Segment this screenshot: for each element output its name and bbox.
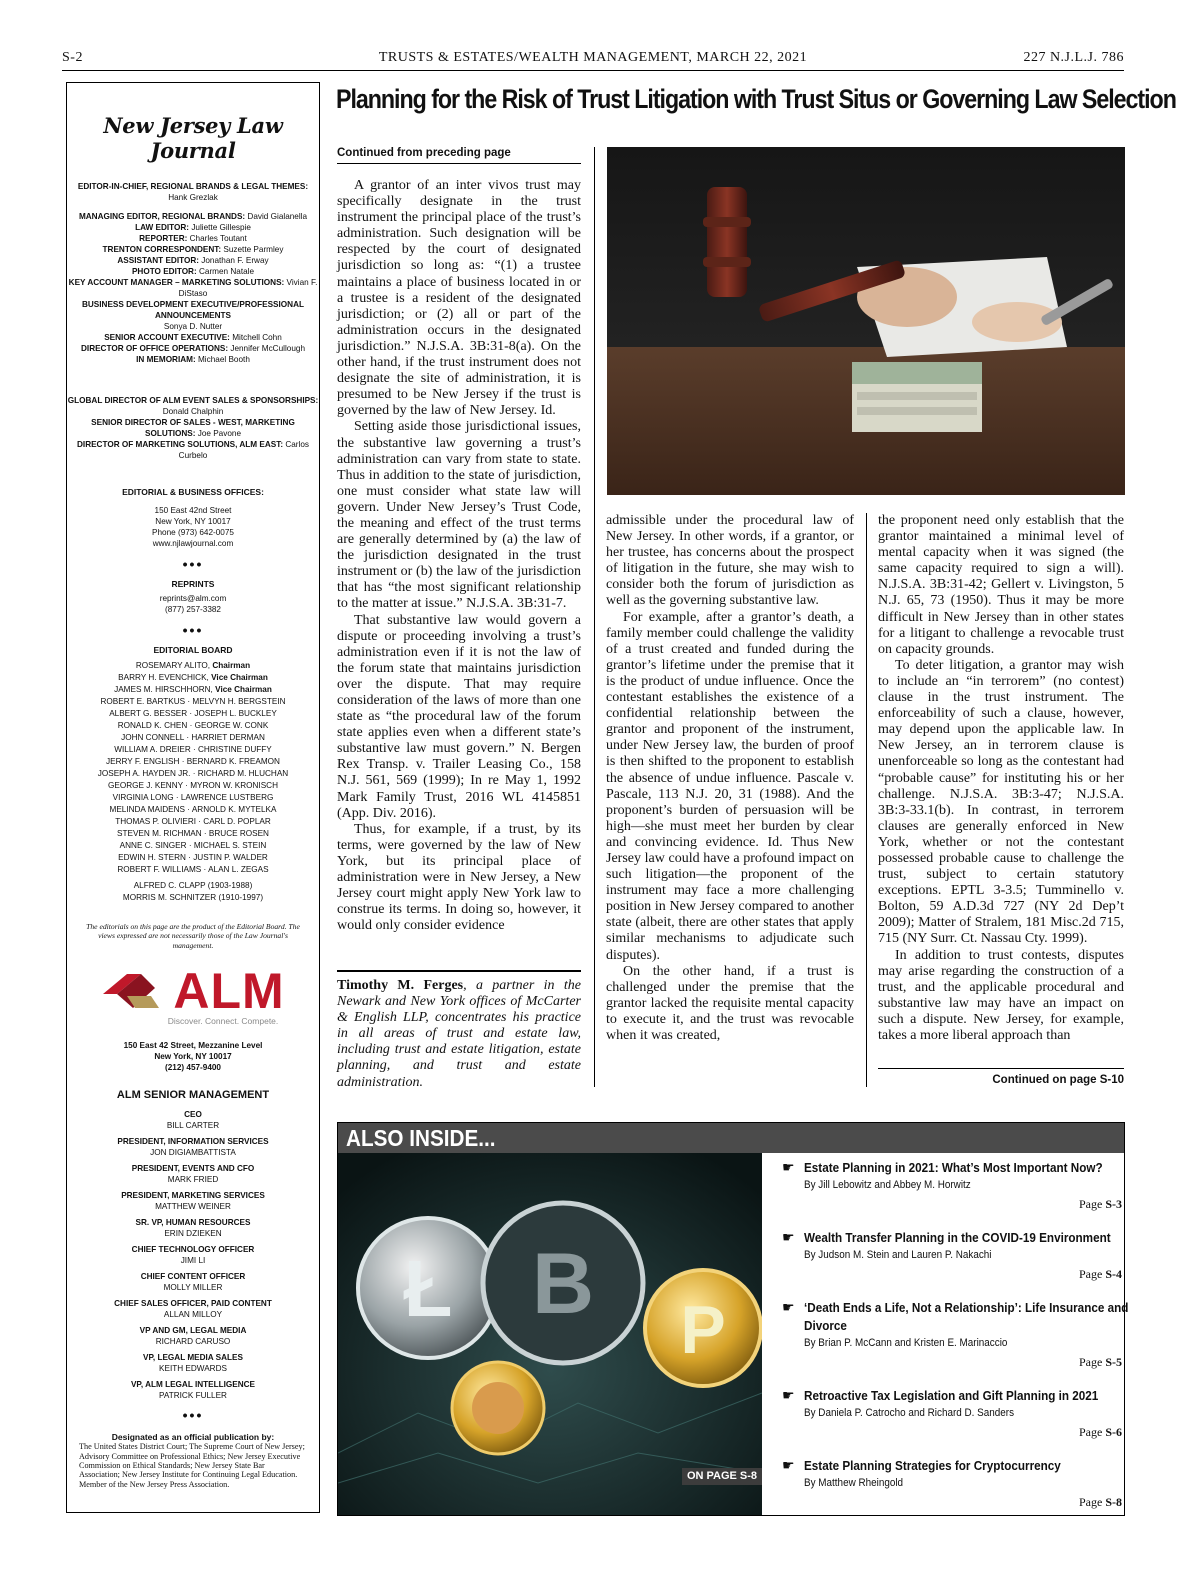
board-member-line: JOHN CONNELL · HARRIET DERMAN [121,733,265,742]
mgmt-name: ALLAN MILLOY [163,1310,223,1320]
staff-role: GLOBAL DIRECTOR OF ALM EVENT SALES & SPONSORSHIPS: [67,396,319,405]
designated-heading: Designated as an official publication by: [111,1432,275,1443]
pointing-hand-icon: ☛ [782,1161,795,1176]
staff-name: Hank Grezlak [168,193,218,202]
editorial-note: The editorials on this page are the product of the Editorial Board. The views expressed are not necessarily those of the Law Journal's management. [86,922,300,950]
column-rule [866,513,867,1087]
sales-staff-list [67,395,319,461]
mgmt-name: RICHARD CARUSO [155,1337,231,1347]
board-member-line: ROBERT F. WILLIAMS · ALAN L. ZEGAS [117,865,269,874]
page-header [62,50,1124,68]
staff-name: Sonya D. Nutter [163,322,223,331]
item-authors: By Judson M. Stein and Lauren P. Nakachi [804,1249,992,1261]
masthead [66,82,320,1513]
board-member-line: EDWIN H. STERN · JUSTIN P. WALDER [118,853,268,862]
mgmt-name: BILL CARTER [166,1121,220,1131]
alm-address-line: 150 East 42 Street, Mezzanine Level [123,1041,263,1051]
item-page: Page S-3 [1079,1197,1122,1211]
staff-line [67,299,319,321]
board-member-line: WILLIAM A. DREIER · CHRISTINE DUFFY [114,745,272,754]
staff-role: ASSISTANT EDITOR: [117,256,202,265]
also-inside-item[interactable] [782,1159,1122,1212]
board-member-line: GEORGE J. KENNY · MYRON W. KRONISCH [108,781,278,790]
board-member-line: ANNE C. SINGER · MICHAEL S. STEIN [119,841,267,850]
column-rule [594,147,595,1087]
also-inside-box [337,1122,1129,1516]
staff-line [67,321,319,332]
board-member-line: VIRGINIA LONG · LAWRENCE LUSTBERG [112,793,274,802]
alm-logo [67,963,319,1020]
staff-role: MANAGING EDITOR, REGIONAL BRANDS: [78,212,248,221]
author-name: Timothy M. Ferges [337,978,464,993]
mgmt-role: VP, ALM LEGAL INTELLIGENCE [130,1380,256,1390]
staff-role: DIRECTOR OF OFFICE OPERATIONS: [81,344,231,353]
paragraph: Setting aside those jurisdictional issues, the substantive law governing a trust’s administration can vary from state to state. Thus in addition to the state of jurisdiction, one must consider what state law will govern. Under New Jersey’s Trust Code, the meaning and effect of the trust terms are generally determined by (a) the law of the jurisdiction designated in the trust instrument or (b) the law of the jurisdiction that has “the most significant relationship to the matter at issue.” N.J.S.A. 3B:31-7. [337,419,581,612]
staff-role: LAW EDITOR: [135,223,192,232]
staff-line [67,277,319,299]
alm-logo-mark-icon [101,972,173,1010]
continued-from: Continued from preceding page [337,147,581,164]
reprints-line: (877) 257-3382 [165,605,221,614]
mgmt-name: JON DIGIAMBATTISTA [150,1148,236,1158]
paragraph: Thus, for example, if a trust, by its terms, were governed by the law of New York, but its principal place of administration were in New Jersey, a New Jersey court might apply New York law to construe its terms. In doing so, however, it would only consider evidence [337,821,581,934]
alm-address-line: New York, NY 10017 [154,1052,232,1062]
mgmt-name: MATTHEW WEINER [155,1202,231,1212]
board-member-line: ROBERT E. BARTKUS · MELVYN H. BERGSTEIN [100,697,286,706]
svg-text:P: P [680,1292,726,1368]
separator-dots: ••• [182,556,204,572]
staff-name: Vivian F. DiStaso [178,278,318,298]
staff-name: Charles Toutant [189,234,247,243]
staff-name: Jennifer McCullough [230,344,305,353]
staff-name: Carmen Natale [198,267,255,276]
staff-line [67,354,319,365]
pointing-hand-icon: ☛ [782,1231,795,1246]
staff-name: Michael Booth [197,355,250,364]
staff-role: SENIOR DIRECTOR OF SALES - WEST, MARKETING SOLUTIONS: [91,418,295,438]
staff-line [67,181,319,192]
item-title[interactable]: Wealth Transfer Planning in the COVID-19 Environment [804,1230,1111,1245]
item-title[interactable]: Estate Planning in 2021: What’s Most Important Now? [804,1160,1103,1175]
management-list [67,1109,319,1401]
designated-text: The United States District Court; The Supreme Court of New Jersey; Advisory Committee on Professional Ethics; New Jersey Executive Commission on Ethical Standards; New Jersey State Bar Association; New Jersey Institute for Continuing Legal Education. Member of the New Jersey Press Association. [79,1442,305,1489]
staff-list-editors [67,181,319,203]
alm-wordmark: ALM [173,963,285,1020]
reprints-heading: REPRINTS [171,579,215,589]
alm-address-line: (212) 457-9400 [165,1063,221,1073]
section-dateline: TRUSTS & ESTATES/WEALTH MANAGEMENT, MARCH 22, 2021 [378,50,808,65]
pointing-hand-icon: ☛ [782,1459,795,1474]
staff-role: DIRECTOR OF MARKETING SOLUTIONS, ALM EAST: [77,440,286,449]
on-page-label: ON PAGE S-8 [682,1468,762,1485]
office-line: Phone (973) 642-0075 [152,528,234,537]
board-member-line: RONALD K. CHEN · GEORGE W. CONK [117,721,269,730]
board-heading: EDITORIAL BOARD [153,645,233,655]
separator-dots: ••• [182,1407,204,1424]
paragraph: A grantor of an inter vivos trust may specifically designate in the trust instrument the principal place of the trust’s administration. Such designation will be respected by the court of designated jurisdiction so long as: “(1) a trustee maintains a place of business located in or a trustee is a resident of the designated jurisdiction; or (2) all or part of the administration occurs in the designated jurisdiction.” N.J.S.A. 3B:31-8(a). On the other hand, if the trust instrument does not designate the site of administration, it is presumed to be New Jersey if the trust is governed by the law of New Jersey. Id. [337,178,581,419]
separator-dots: ••• [182,622,204,638]
mgmt-name: JIMI LI [180,1256,206,1266]
item-title[interactable]: Retroactive Tax Legislation and Gift Planning in 2021 [804,1388,1099,1403]
item-page: Page S-4 [1079,1267,1122,1281]
board-member-line: STEVEN M. RICHMAN · BRUCE ROSEN [117,829,269,838]
staff-line [67,439,319,461]
item-authors: By Matthew Rheingold [804,1477,904,1489]
board-officer: JAMES M. HIRSCHHORN, Vice Chairman [114,685,272,694]
staff-line [67,222,319,233]
pointing-hand-icon: ☛ [782,1389,795,1404]
staff-name: David Gialanella [247,212,308,221]
item-authors: By Daniela P. Catrocho and Richard D. Sanders [804,1407,1015,1419]
also-inside-item[interactable] [782,1387,1122,1440]
item-title[interactable]: ‘Death Ends a Life, Not a Relationship’: Life Insurance and Divorce [804,1300,1129,1333]
board-memoriam-line: MORRIS M. SCHNITZER (1910-1997) [122,893,264,902]
mgmt-role: PRESIDENT, EVENTS AND CFO [131,1164,255,1174]
alm-tagline: Discover. Connect. Compete. [167,1016,279,1027]
board-member-line: MELINDA MAIDENS · ARNOLD K. MYTELKA [109,805,277,814]
gavel-and-money-photo [607,147,1125,495]
paragraph: admissible under the procedural law of New Jersey. In other words, if a grantor, or her trustee, has concerns about the prospect of litigation in the future, she may wish to consider both the forum of jurisdiction as well as the governing substantive law. [606,513,854,609]
mgmt-name: MOLLY MILLER [163,1283,223,1293]
staff-name: Suzette Parmley [223,245,284,254]
paragraph: That substantive law would govern a dispute or proceeding involving a trust’s administration even if it is not the law of the forum state that maintains jurisdiction over the dispute. That may require consideration of the laws of more than one state as “the procedural law of the forum state applies even when a different state’s substantive law must govern.” N. Bergen Rex Transp. v. Trailer Leasing Co., 158 N.J. 561, 569 (1999); In re May 1, 1992 Mark Family Trust, 2016 WL 4145851 (App. Div. 2016). [337,612,581,821]
alm-address [67,1040,319,1073]
board-member-line: JERRY F. ENGLISH · BERNARD K. FREAMON [106,757,280,766]
mgmt-name: KEITH EDWARDS [159,1364,227,1374]
article-column-2 [606,513,854,1044]
reprints-line: reprints@alm.com [159,594,227,603]
staff-role: KEY ACCOUNT MANAGER – MARKETING SOLUTIONS: [68,278,287,287]
publication-logo: New Jersey Law Journal [103,113,283,163]
staff-role: IN MEMORIAM: [136,355,198,364]
staff-line [67,417,319,439]
article-column-1 [337,178,581,934]
mgmt-name: MARK FRIED [167,1175,219,1185]
svg-text:Ł: Ł [403,1244,453,1333]
also-inside-item[interactable] [782,1299,1129,1370]
staff-line [67,332,319,343]
editorial-board-list [67,660,319,904]
item-page: Page S-6 [1079,1425,1122,1439]
mgmt-role: CHIEF CONTENT OFFICER [140,1272,246,1282]
offices-heading: EDITORIAL & BUSINESS OFFICES: [122,487,264,497]
page-number: S-2 [62,50,83,65]
mgmt-role: VP AND GM, LEGAL MEDIA [139,1326,247,1336]
staff-role: PHOTO EDITOR: [131,267,199,276]
staff-role: TRENTON CORRESPONDENT: [102,245,224,254]
office-line: 150 East 42nd Street [154,506,232,515]
paragraph: For example, after a grantor’s death, a family member could challenge the validity of a trust created and funded during the grantor’s lifetime under the premise that it is the product of undue influence. Once the contestant establishes the existence of a confidential relationship between the grantor and proponent of the instrument, under New Jersey law, the burden of proof is then shifted to the proponent to establish the absence of undue influence. Pascale v. Pascale, 113 N.J. 20, 31 (1988). And the proponent’s burden of persuasion will be high—she must meet her burden by clear and convincing evidence. Id. Thus New Jersey law could have a profound impact on such litigation—the proponent of the instrument may face a more challenging position in New Jersey compared to another state (albeit, there are other states that apply similar mechanisms to adjudicate such disputes). [606,609,854,963]
svg-text:B: B [531,1236,595,1332]
board-officer: BARRY H. EVENCHICK, Vice Chairman [118,673,268,682]
article-column-3 [878,513,1124,1044]
author-description: , a partner in the Newark and New York offices of McCarter & English LLP, concentrates his practice in all areas of trust and estate law, including trust and estate litigation, estate planning, and trust and estate administration. [337,978,581,1090]
paragraph: To deter litigation, a grantor may wish to include an “in terrorem” (no contest) clause in the trust instrument. The enforceability of such a clause, however, may depend upon the applicable law. In New Jersey, an in terrorem clause is unenforceable so long as the contestant had “probable cause” for instituting his or her challenge. N.J.S.A. 3B:3-47; N.J.S.A. 3B:3-33.1(b). In contrast, in terrorem clauses are generally enforced in New York, whether or not the contestant possessed probable cause to challenge the trust, subject to certain statutory exceptions. EPTL 3-3.5; Tumminello v. Bolton, 59 A.D.3d 727 (NY 2d Dep’t 2009); Matter of Stralem, 181 Misc.2d 715, 715 (NY Surr. Ct. Nassau Cty. 1999). [878,657,1124,947]
mgmt-heading: ALM SENIOR MANAGEMENT [116,1089,270,1102]
item-authors: By Jill Lebowitz and Abbey M. Horwitz [804,1179,971,1191]
staff-line [67,233,319,244]
citation: 227 N.J.L.J. 786 [1023,50,1124,65]
staff-line [67,211,319,222]
mgmt-name: PATRICK FULLER [159,1391,227,1401]
staff-role: BUSINESS DEVELOPMENT EXECUTIVE/PROFESSIONAL ANNOUNCEMENTS [81,300,304,320]
board-member-line: ALBERT G. BESSER · JOSEPH L. BUCKLEY [109,709,277,718]
staff-role: REPORTER: [139,234,190,243]
staff-list [67,211,319,365]
staff-line [67,255,319,266]
staff-name: Juliette Gillespie [191,223,251,232]
board-member-line: THOMAS P. OLIVIERI · CARL D. POPLAR [115,817,271,826]
also-inside-list [782,1159,1129,1527]
staff-line [67,343,319,354]
also-inside-item[interactable] [782,1457,1122,1510]
cryptocurrency-coins-illustration [338,1153,762,1515]
staff-name: Joe Pavone [197,429,241,438]
continued-on-link[interactable]: Continued on page S-10 [878,1068,1124,1086]
mgmt-role: CHIEF SALES OFFICER, PAID CONTENT [114,1299,272,1309]
board-memoriam-line: ALFRED C. CLAPP (1903-1988) [133,881,253,890]
mgmt-role: VP, LEGAL MEDIA SALES [143,1353,243,1363]
mgmt-role: CEO [184,1110,202,1120]
office-line: www.njlawjournal.com [152,539,234,548]
staff-line [67,244,319,255]
article-title: Planning for the Risk of Trust Litigation with Trust Situs or Governing Law Selection [336,84,1176,114]
also-inside-title: ALSO INSIDE... [346,1125,496,1151]
board-officer: ROSEMARY ALITO, Chairman [135,661,251,670]
staff-line [67,266,319,277]
staff-role: EDITOR-IN-CHIEF, REGIONAL BRANDS & LEGAL THEMES: [77,182,309,191]
author-bio [337,970,581,1091]
mgmt-name: ERIN DZIEKEN [164,1229,222,1239]
item-page: Page S-8 [1079,1495,1122,1509]
board-member-line: JOSEPH A. HAYDEN JR. · RICHARD M. HLUCHAN [97,769,289,778]
staff-name: Donald Chalphin [162,407,224,416]
item-authors: By Brian P. McCann and Kristen E. Marinaccio [804,1337,1008,1349]
mgmt-role: PRESIDENT, MARKETING SERVICES [121,1191,265,1201]
staff-role: SENIOR ACCOUNT EXECUTIVE: [104,333,233,342]
reprints-contact [67,593,319,615]
mgmt-role: PRESIDENT, INFORMATION SERVICES [117,1137,269,1147]
paragraph: In addition to trust contests, disputes may arise regarding the construction of a trust, and the applicable procedural and substantive law may have an impact on such a dispute. New Jersey, for example, takes a more liberal approach than [878,947,1124,1043]
item-page: Page S-5 [1079,1355,1122,1369]
staff-name: Carlos Curbelo [178,440,309,460]
pointing-hand-icon: ☛ [782,1301,795,1316]
header-rule [62,70,1124,71]
paragraph: the proponent need only establish that the grantor maintained a minimal level of mental capacity when it was signed (the same capacity required to sign a will). N.J.S.A. 3B:31-42; Gellert v. Livingston, 5 N.J. 65, 73 (1950). Thus it may be more difficult in New Jersey than in other states for a litigant to challenge a revocable trust on capacity grounds. [878,513,1124,657]
offices-address [67,505,319,549]
paragraph: On the other hand, if a trust is challenged under the premise that the grantor lacked the requisite mental capacity to execute it, and the trust was revocable when it was created, [606,963,854,1043]
staff-line [67,395,319,417]
staff-name: Mitchell Cohn [232,333,282,342]
staff-name: Jonathan F. Erway [201,256,269,265]
office-line: New York, NY 10017 [155,517,231,526]
also-inside-item[interactable] [782,1229,1122,1282]
mgmt-role: CHIEF TECHNOLOGY OFFICER [131,1245,255,1255]
mgmt-role: SR. VP, HUMAN RESOURCES [135,1218,251,1228]
item-title[interactable]: Estate Planning Strategies for Cryptocurrency [804,1458,1061,1473]
